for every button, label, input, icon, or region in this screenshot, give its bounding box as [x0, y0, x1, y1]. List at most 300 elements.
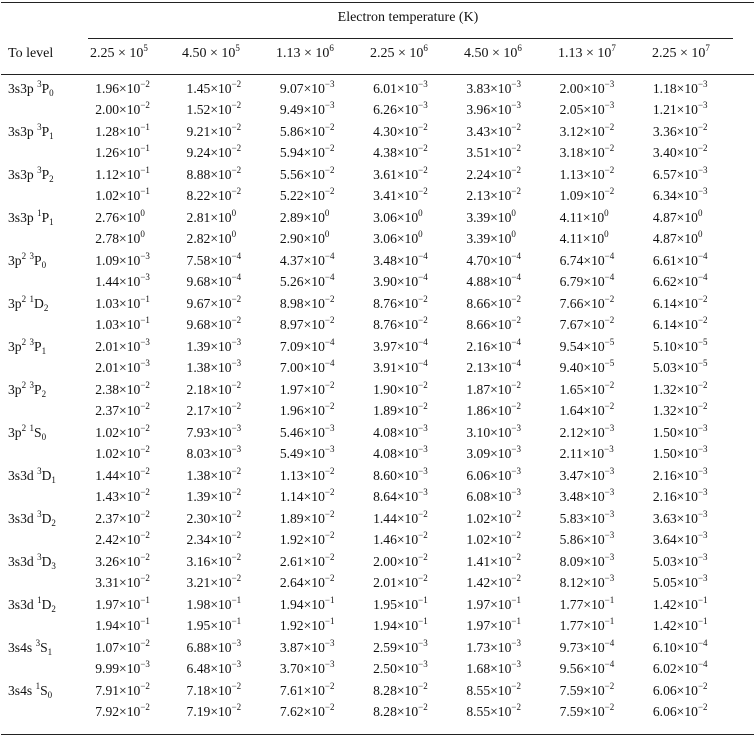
- value-mantissa: 3.06: [373, 209, 397, 225]
- value-mantissa: 8.76: [373, 295, 397, 311]
- value-mantissa: 1.92: [279, 532, 304, 548]
- level-label: [0, 164, 95, 186]
- value-cell: $1.94\times 10^{-1}$: [373, 616, 428, 634]
- value-exponent: −2: [418, 680, 428, 691]
- value-exponent: −2: [511, 143, 521, 154]
- value-mantissa: 6.01: [373, 80, 397, 96]
- value-cell: $7.91\times 10^{-2}$: [95, 680, 150, 698]
- value-exponent: −2: [140, 637, 150, 648]
- value-cell: $1.28\times 10^{-1}$: [95, 121, 150, 139]
- value-cell: $3.41\times 10^{-2}$: [373, 186, 428, 204]
- value-exponent: −2: [511, 573, 521, 584]
- value-cell: $1.46\times 10^{-2}$: [373, 530, 428, 548]
- value-exponent: 0: [324, 207, 330, 218]
- value-mantissa: 1.26: [95, 145, 120, 161]
- value-exponent: −2: [697, 293, 708, 304]
- value-mantissa: 1.02: [466, 532, 491, 548]
- value-exponent: −1: [140, 121, 150, 132]
- table-row: [0, 121, 755, 143]
- value-cell: $3.12\times 10^{-2}$: [559, 121, 615, 139]
- value-exponent: −2: [418, 143, 428, 154]
- value-mantissa: 1.95: [373, 596, 397, 612]
- value-mantissa: 7.59: [559, 682, 584, 698]
- value-exponent: −3: [511, 100, 521, 111]
- value-mantissa: 1.18: [652, 80, 677, 96]
- value-exponent: −5: [697, 358, 708, 369]
- value-exponent: −1: [140, 594, 150, 605]
- value-mantissa: 2.76: [95, 209, 120, 225]
- value-exponent: −2: [324, 143, 335, 154]
- value-mantissa: 2.50: [373, 661, 397, 677]
- value-mantissa: 2.37: [95, 403, 120, 419]
- value-exponent: −3: [324, 444, 335, 455]
- value-mantissa: 2.30: [186, 510, 211, 526]
- value-cell: $5.86\times 10^{-3}$: [559, 530, 615, 548]
- value-exponent: −2: [324, 573, 335, 584]
- value-exponent: −4: [697, 250, 708, 261]
- value-cell: $5.05\times 10^{-3}$: [652, 573, 708, 591]
- value-cell: $6.26\times 10^{-3}$: [373, 100, 428, 118]
- value-exponent: −2: [140, 702, 150, 713]
- value-mantissa: 3.41: [373, 188, 397, 204]
- value-cell: $3.39\times 10^0$: [466, 229, 516, 247]
- value-cell: $4.37\times 10^{-4}$: [279, 250, 335, 268]
- value-exponent: −4: [231, 250, 242, 261]
- value-exponent: −2: [324, 487, 335, 498]
- level-label-blank: [0, 315, 95, 337]
- level-config-exponent: 2: [21, 336, 27, 347]
- value-exponent: −2: [140, 100, 150, 111]
- value-mantissa: 1.13: [559, 166, 584, 182]
- value-cell: $1.50\times 10^{-3}$: [652, 422, 708, 440]
- table-row: [0, 616, 755, 638]
- value-cell: $1.97\times 10^{-1}$: [466, 616, 521, 634]
- value-mantissa: 1.09: [559, 188, 584, 204]
- value-exponent: −3: [418, 487, 428, 498]
- value-cell: $3.40\times 10^{-2}$: [652, 143, 708, 161]
- value-mantissa: 3.64: [652, 532, 677, 548]
- value-cell: $2.89\times 10^0$: [279, 207, 330, 225]
- value-mantissa: 1.97: [466, 596, 491, 612]
- value-mantissa: 8.22: [186, 188, 211, 204]
- value-exponent: −3: [324, 637, 335, 648]
- value-mantissa: 8.76: [373, 317, 397, 333]
- value-exponent: −2: [604, 315, 615, 326]
- level-multiplicity: 3: [35, 637, 41, 648]
- value-cell: $1.73\times 10^{-3}$: [466, 637, 521, 655]
- value-mantissa: 8.28: [373, 682, 397, 698]
- value-cell: $5.56\times 10^{-2}$: [279, 164, 335, 182]
- value-exponent: −4: [324, 358, 335, 369]
- value-cell: $3.61\times 10^{-2}$: [373, 164, 428, 182]
- value-mantissa: 2.16: [652, 467, 677, 483]
- value-exponent: −2: [511, 315, 521, 326]
- value-exponent: −4: [604, 637, 615, 648]
- value-cell: $2.30\times 10^{-2}$: [186, 508, 242, 526]
- value-cell: $6.62\times 10^{-4}$: [652, 272, 708, 290]
- value-exponent: −3: [231, 336, 242, 347]
- value-exponent: −3: [511, 422, 521, 433]
- value-mantissa: 3.18: [559, 145, 584, 161]
- value-exponent: −3: [604, 573, 615, 584]
- value-mantissa: 2.61: [279, 553, 304, 569]
- level-label-blank: [0, 573, 95, 595]
- value-exponent: −5: [697, 336, 708, 347]
- value-exponent: −1: [697, 616, 708, 627]
- level-label-blank: [0, 143, 95, 165]
- level-term: P: [41, 123, 50, 139]
- level-term: P: [41, 80, 50, 96]
- value-cell: $2.17\times 10^{-2}$: [186, 401, 242, 419]
- value-cell: $2.78\times 10^0$: [95, 229, 145, 247]
- value-cell: $4.08\times 10^{-3}$: [373, 422, 428, 440]
- value-cell: $1.52\times 10^{-2}$: [186, 100, 242, 118]
- value-cell: $5.83\times 10^{-3}$: [559, 508, 615, 526]
- temp-mantissa: 1.13: [276, 46, 301, 61]
- value-mantissa: 6.61: [652, 252, 677, 268]
- value-cell: $9.67\times 10^{-2}$: [186, 293, 242, 311]
- value-mantissa: 7.18: [186, 682, 211, 698]
- value-cell: $6.61\times 10^{-4}$: [652, 250, 708, 268]
- value-mantissa: 1.38: [186, 467, 211, 483]
- value-mantissa: 3.70: [279, 661, 304, 677]
- value-mantissa: 6.08: [466, 489, 491, 505]
- value-mantissa: 4.87: [652, 209, 677, 225]
- value-cell: $1.98\times 10^{-1}$: [186, 594, 242, 612]
- value-exponent: −2: [231, 465, 242, 476]
- value-mantissa: 1.73: [466, 639, 491, 655]
- value-exponent: −3: [418, 78, 428, 89]
- value-exponent: −2: [511, 164, 521, 175]
- level-j: 0: [49, 87, 54, 98]
- value-cell: $3.43\times 10^{-2}$: [466, 121, 521, 139]
- table-row: [0, 164, 755, 186]
- level-config: $3p^2$: [8, 293, 27, 311]
- value-mantissa: 7.58: [186, 252, 211, 268]
- value-exponent: −2: [231, 78, 242, 89]
- value-mantissa: 9.07: [279, 80, 304, 96]
- value-cell: $1.92\times 10^{-1}$: [279, 616, 335, 634]
- value-exponent: 0: [140, 207, 145, 218]
- value-mantissa: 2.13: [466, 360, 491, 376]
- value-exponent: 0: [604, 207, 609, 218]
- value-mantissa: 1.50: [652, 424, 677, 440]
- table-row: [0, 551, 755, 573]
- temp-exponent: 5: [143, 43, 148, 53]
- value-mantissa: 1.09: [95, 252, 120, 268]
- value-cell: $3.70\times 10^{-3}$: [279, 659, 335, 677]
- value-mantissa: 3.21: [186, 575, 211, 591]
- column-header: $2.25 \times 10^7$: [652, 43, 710, 61]
- value-cell: $9.40\times 10^{-5}$: [559, 358, 615, 376]
- value-mantissa: 5.10: [652, 338, 677, 354]
- value-cell: $2.12\times 10^{-3}$: [559, 422, 615, 440]
- value-mantissa: 1.97: [466, 618, 491, 634]
- value-exponent: −4: [604, 659, 615, 670]
- table-row: [0, 573, 755, 595]
- value-exponent: −3: [511, 78, 521, 89]
- value-mantissa: 8.55: [466, 682, 491, 698]
- value-mantissa: 2.00: [373, 553, 397, 569]
- value-mantissa: 2.12: [559, 424, 584, 440]
- value-exponent: −2: [140, 465, 150, 476]
- level-j: 2: [51, 603, 56, 614]
- value-exponent: −2: [418, 530, 428, 541]
- value-mantissa: 3.40: [652, 145, 677, 161]
- value-exponent: −3: [697, 100, 708, 111]
- value-mantissa: 5.26: [279, 274, 304, 290]
- value-exponent: −3: [511, 487, 521, 498]
- value-cell: $2.16\times 10^{-4}$: [466, 336, 521, 354]
- value-exponent: −2: [418, 315, 428, 326]
- level-j: 1: [51, 474, 56, 485]
- value-exponent: −3: [140, 250, 150, 261]
- level-label: [0, 336, 95, 358]
- value-exponent: −1: [231, 594, 242, 605]
- value-exponent: −2: [324, 379, 335, 390]
- value-mantissa: 3.16: [186, 553, 211, 569]
- level-label-blank: [0, 702, 95, 724]
- value-mantissa: 9.21: [186, 123, 211, 139]
- value-mantissa: 1.64: [559, 403, 584, 419]
- value-exponent: −5: [604, 336, 615, 347]
- level-config: $3p^2$: [8, 379, 27, 397]
- value-exponent: −2: [231, 186, 242, 197]
- value-cell: $1.95\times 10^{-1}$: [373, 594, 428, 612]
- value-mantissa: 1.94: [373, 618, 397, 634]
- value-mantissa: 3.12: [559, 123, 584, 139]
- value-cell: $1.42\times 10^{-1}$: [652, 594, 708, 612]
- value-mantissa: 4.30: [373, 123, 397, 139]
- value-exponent: −1: [140, 164, 150, 175]
- value-mantissa: 5.86: [559, 532, 584, 548]
- value-mantissa: 3.10: [466, 424, 491, 440]
- table-row: [0, 272, 755, 294]
- level-multiplicity: 3: [37, 121, 42, 132]
- value-exponent: −2: [418, 379, 428, 390]
- value-cell: $1.02\times 10^{-2}$: [95, 422, 150, 440]
- value-exponent: −2: [511, 551, 521, 562]
- value-exponent: −2: [140, 78, 150, 89]
- value-cell: $2.37\times 10^{-2}$: [95, 508, 150, 526]
- value-mantissa: 2.82: [186, 231, 211, 247]
- value-cell: $2.24\times 10^{-2}$: [466, 164, 521, 182]
- value-mantissa: 5.86: [279, 123, 304, 139]
- value-cell: $1.96\times 10^{-2}$: [95, 78, 150, 96]
- value-cell: $2.00\times 10^{-3}$: [559, 78, 615, 96]
- value-exponent: −3: [511, 659, 521, 670]
- value-cell: $1.07\times 10^{-2}$: [95, 637, 150, 655]
- value-mantissa: 1.68: [466, 661, 491, 677]
- value-exponent: 0: [418, 229, 423, 240]
- value-cell: $1.94\times 10^{-1}$: [279, 594, 335, 612]
- value-cell: $1.43\times 10^{-2}$: [95, 487, 150, 505]
- value-mantissa: 2.16: [652, 489, 677, 505]
- level-label-blank: [0, 444, 95, 466]
- value-mantissa: 2.01: [95, 338, 120, 354]
- value-exponent: −2: [324, 293, 335, 304]
- value-cell: $6.14\times 10^{-2}$: [652, 315, 708, 333]
- table-row: [0, 250, 755, 272]
- value-cell: $3.97\times 10^{-4}$: [373, 336, 428, 354]
- value-mantissa: 3.39: [466, 231, 491, 247]
- level-config: 3s3d: [8, 510, 34, 526]
- value-exponent: −3: [511, 637, 521, 648]
- value-mantissa: 1.46: [373, 532, 397, 548]
- table-row: [0, 336, 755, 358]
- value-mantissa: 1.92: [279, 618, 304, 634]
- value-cell: $1.21\times 10^{-3}$: [652, 100, 708, 118]
- value-cell: $3.90\times 10^{-4}$: [373, 272, 428, 290]
- value-cell: $1.02\times 10^{-2}$: [466, 508, 521, 526]
- value-cell: $8.28\times 10^{-2}$: [373, 680, 428, 698]
- level-label-blank: [0, 616, 95, 638]
- value-cell: $1.44\times 10^{-2}$: [373, 508, 428, 526]
- level-label: [0, 293, 95, 315]
- value-mantissa: 2.01: [373, 575, 397, 591]
- value-mantissa: 9.67: [186, 295, 211, 311]
- value-exponent: −2: [324, 186, 335, 197]
- value-exponent: −4: [697, 659, 708, 670]
- level-label-blank: [0, 659, 95, 681]
- value-exponent: −2: [140, 422, 150, 433]
- value-exponent: −4: [511, 336, 521, 347]
- value-mantissa: 1.03: [95, 295, 120, 311]
- value-cell: $7.59\times 10^{-2}$: [559, 702, 615, 720]
- value-exponent: −3: [324, 659, 335, 670]
- value-cell: $4.88\times 10^{-4}$: [466, 272, 521, 290]
- value-cell: $6.48\times 10^{-3}$: [186, 659, 242, 677]
- value-mantissa: 1.44: [95, 274, 120, 290]
- value-exponent: −3: [231, 358, 242, 369]
- value-cell: $8.76\times 10^{-2}$: [373, 315, 428, 333]
- value-mantissa: 5.46: [279, 424, 304, 440]
- value-cell: $5.94\times 10^{-2}$: [279, 143, 335, 161]
- value-mantissa: 2.34: [186, 532, 211, 548]
- level-config-exponent: 2: [21, 379, 27, 390]
- value-mantissa: 9.56: [559, 661, 584, 677]
- value-cell: $3.21\times 10^{-2}$: [186, 573, 242, 591]
- value-mantissa: 2.13: [466, 188, 491, 204]
- value-exponent: −2: [140, 487, 150, 498]
- value-exponent: −3: [418, 100, 428, 111]
- value-cell: $4.11\times 10^0$: [559, 229, 609, 247]
- value-mantissa: 1.98: [186, 596, 211, 612]
- value-exponent: −2: [324, 401, 335, 412]
- value-mantissa: 9.68: [186, 317, 211, 333]
- value-exponent: −4: [418, 272, 428, 283]
- value-mantissa: 9.40: [559, 360, 584, 376]
- level-term: D: [41, 467, 52, 483]
- row-header-label: To level: [8, 46, 54, 61]
- value-mantissa: 3.09: [466, 446, 491, 462]
- value-exponent: −3: [697, 487, 708, 498]
- top-rule: [1, 2, 754, 3]
- value-cell: $1.38\times 10^{-2}$: [186, 465, 242, 483]
- value-exponent: 0: [511, 207, 516, 218]
- value-exponent: −3: [697, 164, 708, 175]
- value-mantissa: 1.94: [279, 596, 304, 612]
- value-cell: $1.02\times 10^{-1}$: [95, 186, 150, 204]
- value-exponent: −2: [604, 186, 615, 197]
- value-cell: $2.11\times 10^{-3}$: [559, 444, 614, 462]
- value-exponent: −2: [418, 164, 428, 175]
- value-mantissa: 9.24: [186, 145, 211, 161]
- value-cell: $8.28\times 10^{-2}$: [373, 702, 428, 720]
- value-exponent: −1: [231, 616, 242, 627]
- value-exponent: −2: [418, 551, 428, 562]
- value-cell: $2.01\times 10^{-2}$: [373, 573, 428, 591]
- temp-exponent: 7: [705, 43, 710, 53]
- level-label-blank: [0, 229, 95, 251]
- value-exponent: 0: [697, 207, 703, 218]
- value-cell: $6.14\times 10^{-2}$: [652, 293, 708, 311]
- value-mantissa: 1.28: [95, 123, 120, 139]
- value-cell: $8.98\times 10^{-2}$: [279, 293, 335, 311]
- level-label: [0, 379, 95, 401]
- value-cell: $6.06\times 10^{-2}$: [652, 702, 708, 720]
- value-exponent: −3: [604, 78, 615, 89]
- value-exponent: −3: [604, 465, 615, 476]
- value-mantissa: 7.19: [186, 704, 211, 720]
- value-mantissa: 2.89: [279, 209, 304, 225]
- value-cell: $1.44\times 10^{-3}$: [95, 272, 150, 290]
- value-exponent: −3: [604, 530, 615, 541]
- level-config: $3p^2$: [8, 336, 27, 354]
- value-mantissa: 3.48: [373, 252, 397, 268]
- value-exponent: −5: [604, 358, 615, 369]
- value-cell: $1.95\times 10^{-1}$: [186, 616, 242, 634]
- value-mantissa: 6.74: [559, 252, 584, 268]
- value-exponent: −2: [324, 164, 335, 175]
- value-cell: $2.16\times 10^{-3}$: [652, 487, 708, 505]
- level-config: 3s3d: [8, 596, 34, 612]
- value-exponent: −1: [697, 594, 708, 605]
- value-exponent: −2: [231, 551, 242, 562]
- value-exponent: −4: [418, 336, 428, 347]
- value-mantissa: 4.38: [373, 145, 397, 161]
- value-mantissa: 1.65: [559, 381, 584, 397]
- value-cell: $8.22\times 10^{-2}$: [186, 186, 242, 204]
- level-multiplicity: 1: [37, 207, 42, 218]
- value-exponent: −3: [604, 551, 615, 562]
- value-cell: $4.87\times 10^0$: [652, 207, 703, 225]
- value-exponent: −2: [324, 315, 335, 326]
- value-mantissa: 1.94: [95, 618, 120, 634]
- value-exponent: −4: [604, 250, 615, 261]
- value-mantissa: 1.44: [95, 467, 120, 483]
- value-exponent: −2: [604, 164, 615, 175]
- value-cell: $6.02\times 10^{-4}$: [652, 659, 708, 677]
- value-cell: $6.06\times 10^{-2}$: [652, 680, 708, 698]
- value-cell: $2.61\times 10^{-2}$: [279, 551, 335, 569]
- value-exponent: −2: [231, 680, 242, 691]
- value-mantissa: 2.64: [279, 575, 304, 591]
- level-config: 3s3d: [8, 467, 34, 483]
- value-mantissa: 1.02: [95, 446, 120, 462]
- value-mantissa: 8.66: [466, 317, 491, 333]
- value-exponent: −4: [231, 272, 242, 283]
- value-exponent: −3: [140, 272, 150, 283]
- value-cell: $2.13\times 10^{-2}$: [466, 186, 521, 204]
- value-exponent: −2: [231, 164, 242, 175]
- value-cell: $7.58\times 10^{-4}$: [186, 250, 242, 268]
- level-term: P: [34, 252, 42, 268]
- value-mantissa: 1.45: [186, 80, 211, 96]
- value-mantissa: 4.08: [373, 446, 397, 462]
- value-exponent: −3: [324, 78, 335, 89]
- value-mantissa: 5.49: [279, 446, 304, 462]
